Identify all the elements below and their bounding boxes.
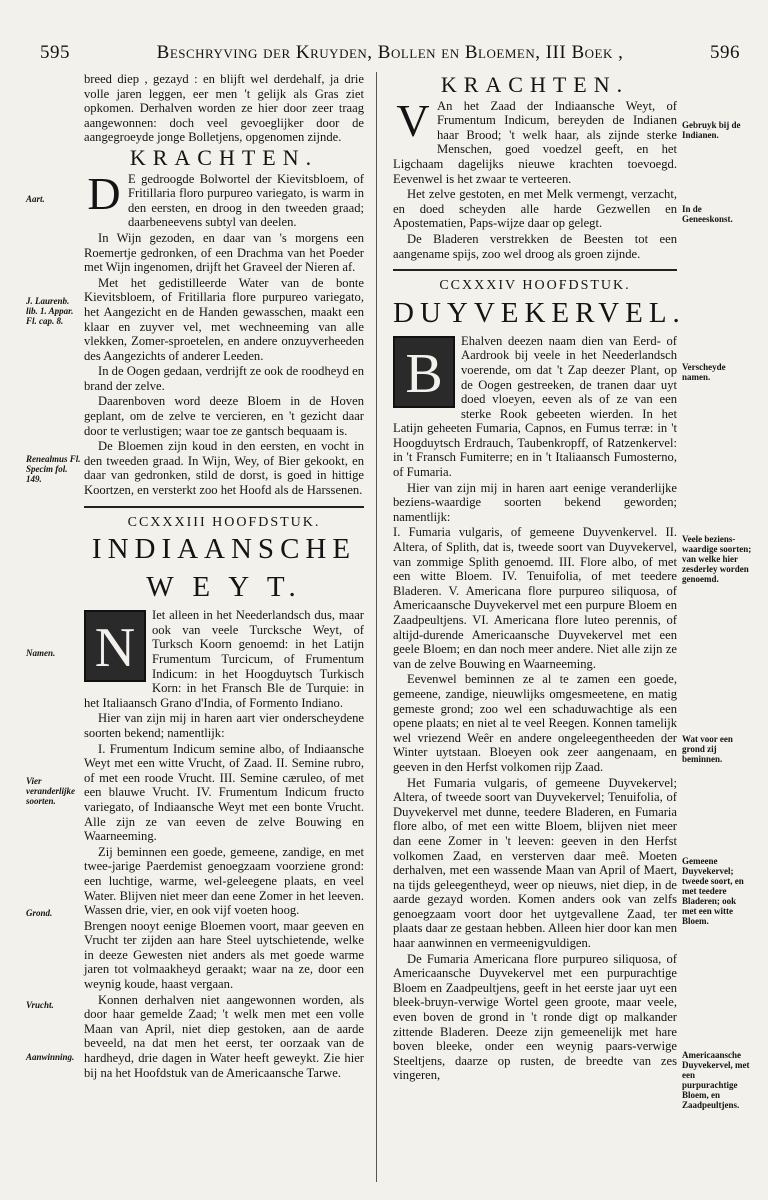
krachten-heading-right: KRACHTEN.	[440, 72, 630, 97]
chapter-number-ccxxxiv: CCXXXIV HOOFDSTUK.	[439, 278, 631, 294]
chapter-title-weyt: W E Y T.	[146, 571, 302, 604]
margin-note-gemeene-duyvekervel: Gemeene Duyvekervel; tweede soort, en met teedere Bladeren; ook met een witte Bloem.	[682, 856, 744, 926]
krachten-paragraph-1	[84, 167, 364, 230]
aanwinning-paragraph: Konnen derhalven niet aangewonnen worden, als door haar gemelde Zaad; 't welk men met een volle Maan van April, niet diep gestoken, aan de aarde beveeld, na dat men het eerst, ter oorzaak van de hardheyd, drie dagen in Water heeft geweykt. Zie hier bij na het Hoofdstuk van de Americaansche Tarwe.	[84, 992, 364, 1080]
ornamental-initial-n: N	[84, 610, 146, 682]
chapter-rule-right	[393, 269, 677, 271]
margin-note-vrucht: Vrucht.	[26, 1000, 54, 1010]
left-page-number: 595	[40, 42, 70, 63]
margin-note-namen: Namen.	[26, 648, 56, 658]
gemeene-paragraph: Het Fumaria vulgaris, of gemeene Duyvekervel; Altera, of tweede soort van Duyvekervel; Tenuifolia, of Duyvekervel met dunne, teedere Bladeren, en Fumaria flore albo, of met een witte Bloem, blijven niet meer dan eene Zomer in 't leeven: geeven in den Herfst volkomen Zaad, en versterven daar meê. Moeten derhalven, met een wassende Maan van April of Maert, na tijds geleegentheyd, weer op nieuws, niet diep, in de aarde gezayd worden. Komen anders ook van zelfs genoegzaam voort door het uytgevallene Zaad, ter plaats daar ze gestaan hebben. Alleen hier door kan men haar aanwinnen en vermeenigvuldigen.	[393, 775, 677, 951]
intro-paragraph: breed diep , gezayd : en blijft wel derdehalf, ja drie volle jaren leggen, eer men 't gelijk als Gras ziet opkomen. Derhalven worden ze hier door zeer traag aangewonnen: doch veel gevoeglijker door de aangegroeyde jonge Bolletjens, opgenomen zijnde.	[84, 72, 364, 145]
chapter-title-indiaansche: INDIAANSCHE	[91, 533, 357, 566]
soorten-list: I. Frumentum Indicum semine albo, of Indiaansche Weyt met een witte Vrucht, of Zaad. II. Semine rubro, of met een roode Vrucht. III. Semine cæruleo, of met een blauwe Vrucht. IV. Frumentum Indicum fructo variegato, of Indiaansche Weyt met een bonte Vrucht. Alle zijn ze van eeven de zelve Bouwing en Waarneeming.	[84, 741, 364, 844]
krachten-right-paragraph-3: De Bladeren verstrekken de Beesten tot een aangename spijs, zoo wel droog als groen zijnde.	[393, 231, 677, 261]
margin-note-americaansche: Americaansche Duyvekervel, met een purpurachtige Bloem, en Zaadpeultjens.	[682, 1050, 750, 1110]
margin-note-lauremb: J. Laurenb. lib. 1. Appar. Fl. cap. 8.	[26, 296, 74, 326]
krachten-paragraph-3: Met het gedistilleerde Water van de bonte Kievitsbloem, of Fritillaria flore purpureo variegato, het Aangezicht en de Handen gewasschen, maakt een klaar en zuyver vel, met wechneeming van alle vlekken, Zomer-sproetelen, en andere onzuyverheeden des Aangezichts of anderer Leeden.	[84, 275, 364, 363]
krachten-paragraph-5: Daarenboven word deeze Bloem in de Hoven geplant, om de zelve te vercieren, en 't gezicht daar door te verlustigen; waar toe ze gantsch bequaam is.	[84, 394, 364, 438]
drop-cap-v: V	[396, 94, 430, 146]
americana-paragraph: De Fumaria Americana flore purpureo siliquosa, of Americaansche Duyvekervel met een purpurachtige Bloem en Zaadpeultjens, geeft in het eerste jaar uyt een bleek-bruyn-verwige Wortel geen groote, maar veele, even boven de grond in 't ronde digt op malkander zittende Bladeren. Deeze zijn gemeenelijk met hare boven bleeke, onder een weynig paars-verwige Steeltjens, daarze op rusten, de breedte van zes vingeren,	[393, 951, 677, 1083]
left-column	[84, 72, 364, 1081]
grond-paragraph: Zij beminnen een goede, gemeene, zandige, en met twee-jarige Paerdemist genoegzaam voorziene grond: een luchtige, warme, wel-geleegene plaats, en veel Water. Blijven niet meer dan eene Zomer in het leeven. Wassen drie, vier, en ook vijf voeten hoog.	[84, 844, 364, 918]
krachten-paragraph-6: De Bloemen zijn koud in den eersten, en vocht in den tweeden graad. In Wijn, Wey, of Bier gekookt, en daar van gedronken, stild de dorst, is goed in hittige Koortzen, en versterkt zoo het Hoofd als de Harssenen.	[84, 439, 364, 498]
ornamental-initial-b: B	[393, 336, 455, 408]
namen-right-text: Ehalven deezen naam dien van Eerd- of Aardrook bij veele in het Neederlandsch voerende, om dat 't Zap deezer Plant, op de Oogen gestreeken, de tranen daar uyt doed vloeyen, eeven als of ze van een sterke Rook gebeeten wierden. In het Latijn geheeten Fumaria, Capnos, en Fumus terræ: in 't Hoogduytsch Erdrauch, Taubenkropff, of Ratzenkervel: in 't Fransch Fumiterre; en in 't Italiaansch Fumosterno, of Fumaria.	[393, 333, 677, 480]
chapter-title-duyvekervel: DUYVEKERVEL.	[393, 296, 686, 329]
soorten-paragraph: Hier van zijn mij in haren aart vier onderscheydene soorten bekend; namentlijk:	[84, 711, 364, 740]
soorten-right-paragraph: Hier van zijn mij in haren aart eenige veranderlijke beziens-waardige soorten bekend geworden; namentlijk:	[393, 480, 677, 524]
margin-note-renealmus: Renealmus Fl. Specim fol. 149.	[26, 454, 81, 484]
chapter-rule	[84, 506, 364, 508]
margin-note-aart: Aart.	[26, 194, 45, 204]
running-head	[40, 42, 740, 64]
namen-paragraph	[84, 608, 364, 710]
margin-note-aanwinning: Aanwinning.	[26, 1052, 75, 1062]
column-divider	[376, 72, 377, 1182]
krachten-paragraph-4: In de Oogen gedaan, verdrijft ze ook de roodheyd en brand der zelve.	[84, 364, 364, 393]
margin-note-geneeskonst: In de Geneeskonst.	[682, 204, 733, 224]
right-column	[393, 72, 686, 1084]
krachten-right-paragraph-2: Het zelve gestoten, en met Melk vermengt, verzacht, en doed scheyden alle harde Gezwellen en Apostematien, Paps-wijze daar op gelegt.	[393, 187, 677, 231]
margin-note-wat-voor-grond: Wat voor een grond zij beminnen.	[682, 734, 733, 764]
krachten-text-1: E gedroogde Bolwortel der Kievitsbloem, of Fritillaria floro purpureo variegato, is warm in den eersten, en droog in den tweeden graad; daarbeneevens subtyl van deelen.	[128, 171, 364, 230]
drop-cap-d: D	[87, 167, 121, 219]
margin-note-gebruyk: Gebruyk bij de Indianen.	[682, 120, 741, 140]
margin-note-vier-soorten: Vier veranderlijke soorten.	[26, 776, 75, 806]
soorten-right-list: I. Fumaria vulgaris, of gemeene Duyvenkervel. II. Altera, of Splith, dat is, tweede soort van Duyvekervel, van zommige Splith genoemd. III. Flore albo, of met een witte Bloem. IV. Tenuifolia, of met teedere Bladeren. V. Americana flore purpureo siliquosa, of Americaansche Duyvekervel met een purpure Bloem en Zaadpeultjens. VI. Americana flore luteo perennis, of altijd-durende Americaansche Duyvekervel met een geele Bloem; en dan noch meer andere. Niet alle zijn ze van de zelve Bouwing en Waarneeming.	[393, 525, 677, 671]
krachten-right-text-1: An het Zaad der Indiaansche Weyt, of Frumentum Indicum, bereyden de Indianen haar Brood; 't welk haar, als zijnde sterke Menschen, goed voedzel geeft, en het Ligchaam dagelijks nieuwe krachten toevoegd. Eevenwel is het zwaar te verteeren.	[393, 98, 677, 186]
margin-note-veele-soorten: Veele beziens-waardige soorten; van welke hier zesderley worden genoemd.	[682, 534, 752, 584]
namen-right-paragraph	[393, 334, 677, 480]
krachten-right-paragraph-1	[393, 94, 677, 187]
page-header-title: Beschryving der Kruyden, Bollen en Bloemen, III Boek ,	[156, 42, 624, 63]
grond-right-paragraph: Eevenwel beminnen ze al te zamen een goede, gemeene, zandige, nieuwlijks omgesmeetene, en matig gemeste grond; zoo wel een schaduwachtige als een opene plaats; en niet al te veel Reegen. Konnen tamelijk wel vriezend Weêr en andere ongeleegentheeden der Winter uytstaan. Bloeyen ook zeer aangenaam, en geeven in den Herfst volkomen rijp Zaad.	[393, 672, 677, 774]
vrucht-paragraph: Brengen nooyt eenige Bloemen voort, maar geeven en Vrucht ter zijden aan hare Steel uytschietende, welke in deeze Gewesten niet anders als met goede warme jaren tot volmaakheyd geraakt; waar na ze, door een weynig koude, haast vergaan.	[84, 918, 364, 992]
chapter-number-ccxxxiii: CCXXXIII HOOFDSTUK.	[127, 514, 321, 530]
right-page-number: 596	[710, 42, 740, 63]
krachten-heading: KRACHTEN.	[129, 144, 319, 170]
krachten-paragraph-2: In Wijn gezoden, en daar van 's morgens een Roemertje gedronken, of een Drachma van het Poeder met Wijn ingenomen, drijft het Graveel der Nieren af.	[84, 230, 364, 275]
margin-note-verscheyde-namen: Verscheyde namen.	[682, 362, 726, 382]
namen-text: Iet alleen in het Neederlandsch dus, maar ook van veele Turcksche Weyt, of Turksch Koorn genoemd: in het Latijn Frumentum Turcicum, of Frumentum Indicum: in het Hoogduytsch Turkisch Korn: in het Fransch Ble de Turquie: in het Italiaansch Grano d'India, of Formento Indiano.	[84, 608, 364, 710]
margin-note-grond: Grond.	[26, 908, 53, 918]
